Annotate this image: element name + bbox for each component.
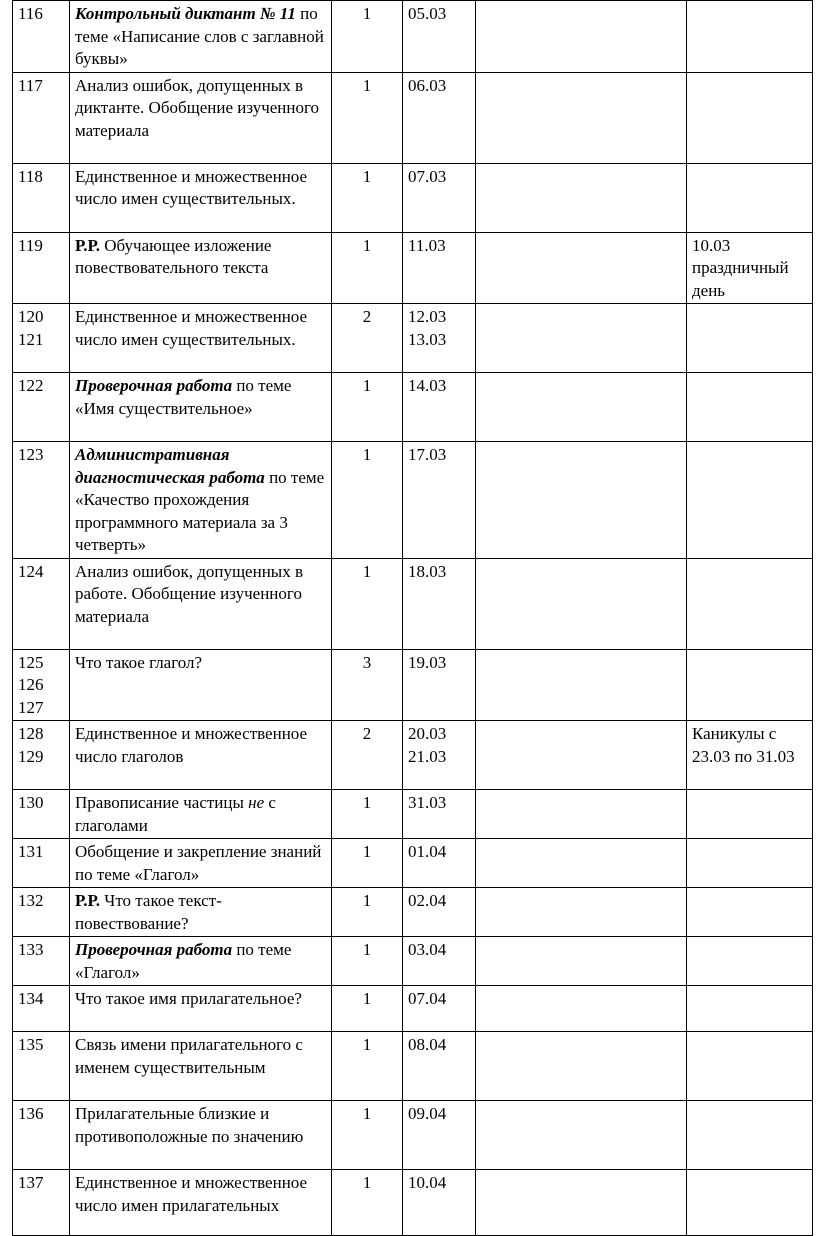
lesson-hours: 2 <box>332 304 403 373</box>
lesson-topic-part: с глаголами <box>75 793 276 835</box>
lesson-number: 134 <box>13 986 70 1032</box>
lesson-topic-part: Единственное и множественное число глаголов <box>75 724 308 766</box>
lesson-number: 116 <box>13 1 70 73</box>
lesson-number: 119 <box>13 232 70 304</box>
actual-date <box>476 888 687 937</box>
actual-date <box>476 790 687 839</box>
lesson-topic <box>70 558 332 649</box>
lesson-hours: 1 <box>332 888 403 937</box>
lesson-number: 125 126 127 <box>13 649 70 721</box>
lesson-topic-part: Обобщение и закрепление знаний по теме «Глагол» <box>75 842 322 884</box>
lesson-number: 123 <box>13 442 70 559</box>
lesson-hours: 3 <box>332 649 403 721</box>
lesson-topic-part: Р.Р. <box>75 235 101 255</box>
lesson-number: 130 <box>13 790 70 839</box>
lesson-topic <box>70 232 332 304</box>
lesson-topic-part: Проверочная работа <box>75 376 233 395</box>
lesson-topic <box>70 373 332 442</box>
lesson-note <box>687 1 813 73</box>
table-row <box>13 986 813 1032</box>
lesson-number: 132 <box>13 888 70 937</box>
table-row <box>13 304 813 373</box>
lesson-topic-part: Связь имени прилагательного с именем существительным <box>75 1035 303 1077</box>
actual-date <box>476 373 687 442</box>
lesson-number: 120 121 <box>13 304 70 373</box>
lesson-number: 133 <box>13 937 70 986</box>
lesson-topic-part: по теме «Написание слов с заглавной буквы» <box>75 4 324 68</box>
table-row <box>13 1 813 73</box>
planned-date: 09.04 <box>403 1101 476 1170</box>
lesson-number: 131 <box>13 839 70 888</box>
lesson-topic-part: по теме «Качество прохождения программного материала за 3 четверть» <box>75 467 325 554</box>
planned-date: 10.04 <box>403 1170 476 1236</box>
lesson-topic <box>70 442 332 559</box>
actual-date <box>476 986 687 1032</box>
lesson-topic-part: Единственное и множественное число имен существительных. <box>75 166 308 208</box>
table-row <box>13 558 813 649</box>
planned-date: 01.04 <box>403 839 476 888</box>
lesson-topic-part: Единственное и множественное число имен прилагательных <box>75 1173 308 1215</box>
lesson-hours: 1 <box>332 442 403 559</box>
lesson-number: 124 <box>13 558 70 649</box>
lesson-topic <box>70 1 332 73</box>
lesson-number: 135 <box>13 1032 70 1101</box>
lesson-topic <box>70 304 332 373</box>
lesson-topic-part: по теме «Глагол» <box>75 940 292 982</box>
lesson-topic-part: Обучающее изложение повествовательного текста <box>75 235 272 277</box>
planned-date: 07.03 <box>403 163 476 232</box>
lesson-note <box>687 937 813 986</box>
lesson-topic <box>70 649 332 721</box>
lesson-topic-part: Единственное и множественное число имен существительных. <box>75 307 308 349</box>
lesson-topic <box>70 937 332 986</box>
lesson-hours: 1 <box>332 72 403 163</box>
planned-date: 18.03 <box>403 558 476 649</box>
planned-date: 19.03 <box>403 649 476 721</box>
lesson-note <box>687 163 813 232</box>
lesson-hours: 1 <box>332 232 403 304</box>
lesson-note <box>687 1032 813 1101</box>
lesson-topic-part: Что такое имя прилагательное? <box>75 989 302 1008</box>
lesson-topic <box>70 721 332 790</box>
actual-date <box>476 558 687 649</box>
lesson-topic <box>70 888 332 937</box>
table-row <box>13 937 813 986</box>
lesson-hours: 1 <box>332 937 403 986</box>
lesson-topic-part: не <box>248 793 265 812</box>
table-row <box>13 721 813 790</box>
lesson-number: 136 <box>13 1101 70 1170</box>
planned-date: 20.03 21.03 <box>403 721 476 790</box>
lesson-topic-part: Правописание частицы <box>75 793 249 812</box>
planned-date: 07.04 <box>403 986 476 1032</box>
lesson-note <box>687 72 813 163</box>
lesson-topic-part: Контрольный диктант № 11 <box>75 4 296 23</box>
lesson-note <box>687 558 813 649</box>
actual-date <box>476 839 687 888</box>
lesson-hours: 1 <box>332 986 403 1032</box>
lesson-note <box>687 839 813 888</box>
planned-date: 17.03 <box>403 442 476 559</box>
actual-date <box>476 304 687 373</box>
lesson-hours: 1 <box>332 1170 403 1236</box>
lesson-number: 137 <box>13 1170 70 1236</box>
lesson-number: 122 <box>13 373 70 442</box>
lesson-topic-part: по теме «Имя существительное» <box>75 376 292 418</box>
lesson-hours: 1 <box>332 1 403 73</box>
lesson-topic <box>70 1032 332 1101</box>
lesson-topic-part: Анализ ошибок, допущенных в работе. Обобщение изученного материала <box>75 561 303 626</box>
actual-date <box>476 1101 687 1170</box>
lesson-number: 118 <box>13 163 70 232</box>
lesson-hours: 1 <box>332 1101 403 1170</box>
table-row <box>13 649 813 721</box>
actual-date <box>476 72 687 163</box>
actual-date <box>476 649 687 721</box>
lesson-hours: 1 <box>332 373 403 442</box>
lesson-topic <box>70 839 332 888</box>
lesson-topic-part: Административная диагностическая работа <box>75 445 265 487</box>
lesson-topic-part: Проверочная работа <box>75 940 233 959</box>
actual-date <box>476 232 687 304</box>
lesson-topic <box>70 790 332 839</box>
actual-date <box>476 937 687 986</box>
lesson-topic <box>70 1101 332 1170</box>
lesson-topic-part: Что такое глагол? <box>75 652 203 672</box>
planned-date: 05.03 <box>403 1 476 73</box>
planned-date: 08.04 <box>403 1032 476 1101</box>
actual-date <box>476 1032 687 1101</box>
lesson-hours: 1 <box>332 839 403 888</box>
lesson-note: Каникулы с 23.03 по 31.03 <box>687 721 813 790</box>
planned-date: 12.03 13.03 <box>403 304 476 373</box>
actual-date <box>476 721 687 790</box>
actual-date <box>476 442 687 559</box>
lesson-topic <box>70 163 332 232</box>
lesson-topic <box>70 72 332 163</box>
table-row <box>13 790 813 839</box>
lesson-note <box>687 649 813 721</box>
lesson-topic-part: Анализ ошибок, допущенных в диктанте. Обобщение изученного материала <box>75 75 320 140</box>
table-row <box>13 72 813 163</box>
planned-date: 11.03 <box>403 232 476 304</box>
lesson-topic <box>70 986 332 1032</box>
lesson-note <box>687 790 813 839</box>
table-row <box>13 1032 813 1101</box>
table-row <box>13 373 813 442</box>
lesson-hours: 1 <box>332 558 403 649</box>
lesson-number: 117 <box>13 72 70 163</box>
table-row <box>13 839 813 888</box>
planned-date: 14.03 <box>403 373 476 442</box>
planned-date: 31.03 <box>403 790 476 839</box>
lesson-note <box>687 888 813 937</box>
lesson-plan-body <box>13 1 813 1236</box>
lesson-hours: 2 <box>332 721 403 790</box>
table-row <box>13 1101 813 1170</box>
lesson-note <box>687 1101 813 1170</box>
lesson-note: 10.03 праздничный день <box>687 232 813 304</box>
lesson-plan-table <box>12 0 813 1236</box>
lesson-hours: 1 <box>332 790 403 839</box>
lesson-note <box>687 304 813 373</box>
planned-date: 06.03 <box>403 72 476 163</box>
lesson-note <box>687 986 813 1032</box>
lesson-topic-part: Что такое текст-повествование? <box>75 891 222 933</box>
lesson-number: 128 129 <box>13 721 70 790</box>
table-row <box>13 232 813 304</box>
lesson-note <box>687 373 813 442</box>
lesson-note <box>687 442 813 559</box>
lesson-hours: 1 <box>332 1032 403 1101</box>
lesson-hours: 1 <box>332 163 403 232</box>
actual-date <box>476 163 687 232</box>
table-row <box>13 888 813 937</box>
planned-date: 02.04 <box>403 888 476 937</box>
planned-date: 03.04 <box>403 937 476 986</box>
actual-date <box>476 1 687 73</box>
lesson-topic-part: Прилагательные близкие и противоположные по значению <box>75 1104 304 1146</box>
table-row <box>13 163 813 232</box>
table-row <box>13 442 813 559</box>
lesson-topic-part: Р.Р. <box>75 891 101 910</box>
